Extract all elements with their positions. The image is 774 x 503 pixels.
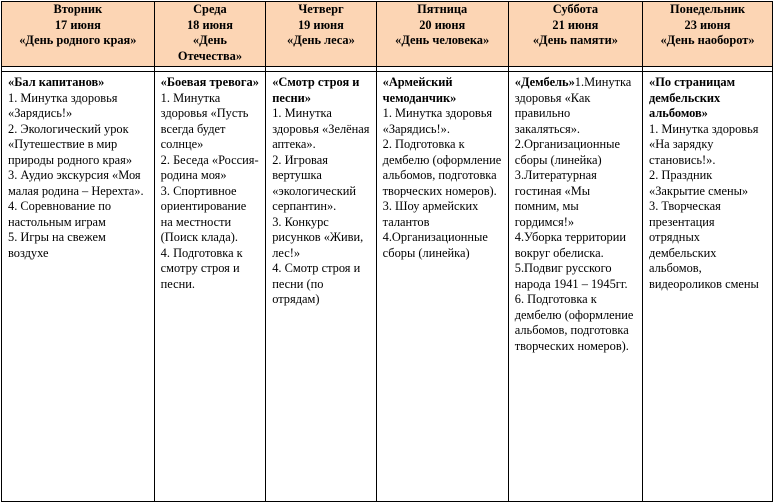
plan-item: 4.Уборка территории вокруг обелиска. bbox=[514, 230, 626, 260]
plan-item: 2.Организационные сборы (линейка) bbox=[514, 137, 620, 167]
day-header-date: 18 июня bbox=[186, 17, 233, 32]
day-header-cell bbox=[508, 2, 642, 67]
event-title: «По страницам дембельских альбомов» bbox=[649, 75, 736, 120]
plan-item: 3. Аудио экскурсия «Моя малая родина – Нерехта». bbox=[8, 168, 144, 198]
day-header-cell bbox=[266, 2, 376, 67]
day-header-day-theme: «День леса» bbox=[287, 33, 355, 47]
plan-item: 6. Подготовка к дембелю (оформление альбомов, подготовка творческих номеров). bbox=[514, 292, 634, 353]
day-header-weekday: Пятница bbox=[417, 2, 468, 16]
day-header-weekday: Суббота bbox=[552, 2, 599, 16]
day-header-weekday: Вторник bbox=[53, 2, 103, 16]
plan-item: 5. Игры на свежем воздухе bbox=[8, 230, 106, 260]
day-plan-cell bbox=[643, 72, 773, 502]
schedule-body-row bbox=[2, 72, 773, 502]
day-header-cell bbox=[643, 2, 773, 67]
day-header-day-theme: «День родного края» bbox=[19, 33, 137, 47]
day-header-cell bbox=[2, 2, 155, 67]
plan-item: 5.Подвиг русского народа 1941 – 1945гг. bbox=[514, 261, 628, 291]
plan-item: 1. Минутка здоровья «Зарядись!» bbox=[8, 90, 118, 120]
day-header-cell bbox=[154, 2, 266, 67]
schedule-header-row bbox=[2, 2, 773, 67]
day-plan-cell bbox=[508, 72, 642, 502]
plan-item: 3. Спортивное ориентирование на местности (Поиск клада). bbox=[160, 183, 247, 244]
day-header-cell bbox=[376, 2, 508, 67]
day-header-date: 19 июня bbox=[297, 17, 344, 32]
day-header-date: 21 июня bbox=[552, 17, 599, 32]
plan-item: 2. Игровая вертушка «экологический серпантин». bbox=[272, 152, 357, 213]
plan-item: 3. Конкурс рисунков «Живи, лес!» bbox=[272, 214, 364, 260]
plan-item: 1.Минутка здоровья «Как правильно закаляться». bbox=[514, 75, 632, 136]
plan-item: 4. Соревнование по настольным играм bbox=[8, 199, 112, 229]
plan-item: 2. Праздник «Закрытие смены» bbox=[649, 168, 749, 198]
event-title: «Смотр строя и песни» bbox=[272, 75, 360, 105]
event-title: «Боевая тревога» bbox=[160, 75, 259, 89]
plan-item: 4. Смотр строя и песни (по отрядам) bbox=[272, 261, 361, 306]
day-header-day-theme: «День наоборот» bbox=[660, 33, 755, 47]
day-header-day-theme: «День Отечества» bbox=[177, 33, 243, 63]
plan-item: 1. Минутка здоровья «Зарядись!». bbox=[382, 106, 493, 136]
plan-item: 4. Подготовка к смотру строя и песни. bbox=[160, 245, 243, 291]
plan-item: 3. Шоу армейских талантов bbox=[382, 199, 479, 229]
plan-item: 2. Беседа «Россия-родина моя» bbox=[160, 152, 259, 182]
day-plan-cell bbox=[376, 72, 508, 502]
event-title: «Армейский чемоданчик» bbox=[382, 75, 457, 105]
plan-item: 1. Минутка здоровья «Пусть всегда будет солнце» bbox=[160, 90, 249, 151]
day-plan-cell bbox=[266, 72, 376, 502]
plan-item: 3.Литературная гостиная «Мы помним, мы гордимся!» bbox=[514, 168, 597, 229]
day-header-date: 17 июня bbox=[54, 17, 101, 32]
day-header-weekday: Среда bbox=[193, 2, 227, 16]
day-plan-cell bbox=[2, 72, 155, 502]
plan-item: 1. Минутка здоровья «Зелёная аптека». bbox=[272, 106, 370, 151]
plan-item: 3. Творческая презентация отрядных дембельских альбомов, видеороликов смены bbox=[649, 199, 759, 291]
camp-schedule-table bbox=[1, 1, 773, 502]
plan-item: 4.Организационные сборы (линейка) bbox=[382, 230, 488, 260]
plan-item: 1. Минутка здоровья «На зарядку становись!». bbox=[649, 121, 759, 167]
day-header-weekday: Четверг bbox=[298, 2, 344, 16]
day-header-date: 23 июня bbox=[684, 17, 731, 32]
day-plan-cell bbox=[154, 72, 266, 502]
day-header-weekday: Понедельник bbox=[670, 2, 745, 16]
day-header-date: 20 июня bbox=[419, 17, 466, 32]
plan-item: 2. Экологический урок «Путешествие в мир природы родного края» bbox=[8, 121, 133, 167]
day-header-day-theme: «День памяти» bbox=[532, 33, 618, 47]
plan-item: 2. Подготовка к дембелю (оформление альбомов, подготовка творческих номеров). bbox=[382, 137, 502, 198]
event-title: «Бал капитанов» bbox=[8, 75, 105, 89]
event-title: «Дембель» bbox=[514, 75, 575, 89]
day-header-day-theme: «День человека» bbox=[395, 33, 490, 47]
